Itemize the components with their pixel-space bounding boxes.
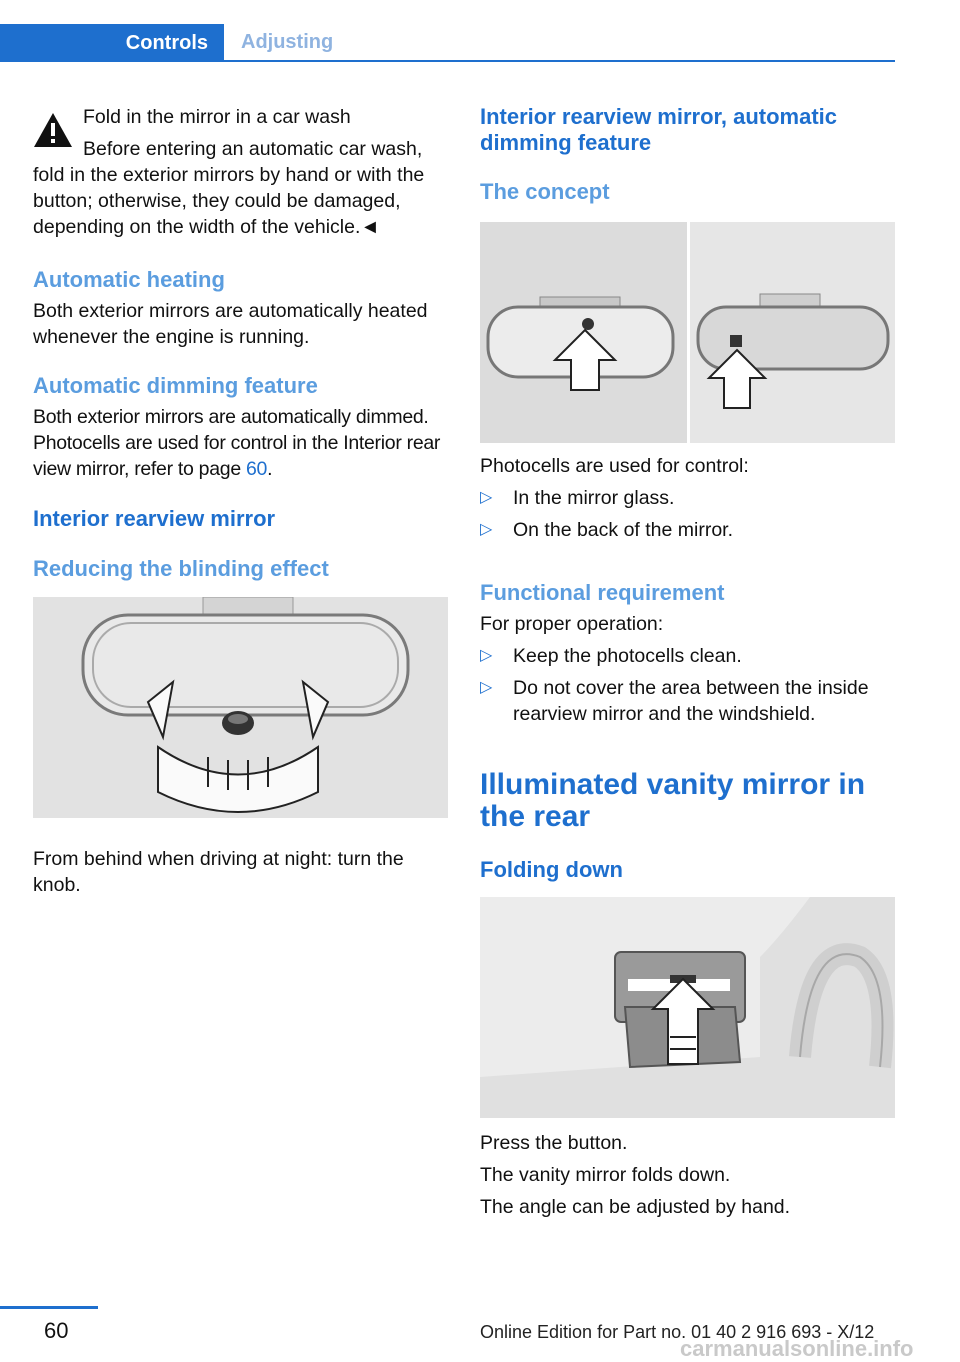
warning-text: fold in the exterior mirrors by hand or with the button; otherwise, they could be damaged, depending on the width of the vehicle.◄: [33, 164, 425, 238]
left-column: [33, 100, 448, 898]
figure-mirror-knob: [33, 597, 448, 818]
text-mirror-folds: The vanity mirror folds down.: [480, 1164, 731, 1186]
text-automatic-dimming: [33, 404, 448, 482]
footer-rule: [0, 1306, 98, 1309]
requirement-list: [480, 643, 895, 727]
heading-vanity-mirror: Illuminated vanity mirror in the rear: [480, 768, 866, 833]
dimming-text-end: .: [267, 458, 273, 480]
page-link[interactable]: 60: [245, 458, 268, 480]
warning-block: [33, 104, 448, 240]
list-item: ▷ Do not cover the area between the inside rearview mirror and the windshield.: [480, 677, 869, 725]
tab-controls[interactable]: Controls: [0, 24, 224, 62]
list-item: ▷ In the mirror glass.: [480, 487, 675, 509]
watermark: carmanualsonline.info: [680, 1336, 914, 1361]
bullet-icon: ▷: [480, 679, 493, 696]
heading-folding-down: Folding down: [480, 857, 623, 882]
list-item: ▷ Keep the photocells clean.: [480, 645, 742, 667]
heading-auto-dimming-mirror: Interior rearview mirror, automatic dimming feature: [480, 104, 838, 155]
bullet-icon: ▷: [480, 489, 493, 506]
heading-concept: The concept: [480, 179, 610, 204]
list-item: ▷ On the back of the mirror.: [480, 519, 734, 541]
bullet-icon: ▷: [480, 647, 493, 664]
warning-triangle-icon: [33, 112, 73, 148]
text-photocells: Photocells are used for control:: [480, 455, 749, 477]
heading-automatic-dimming: Automatic dimming feature: [33, 373, 318, 398]
figure-vanity-mirror: [480, 897, 895, 1118]
right-column: [480, 100, 895, 1220]
photocell-list: [480, 485, 895, 543]
warning-title: Fold in the mirror in a car wash: [83, 106, 351, 128]
text-turn-knob: From behind when driving at night: turn the knob.: [33, 848, 404, 896]
bullet-icon: ▷: [480, 521, 493, 538]
header-tabs: [0, 24, 895, 62]
heading-automatic-heating: Automatic heating: [33, 267, 225, 292]
text-angle-adjust: The angle can be adjusted by hand.: [480, 1196, 791, 1218]
footer-edition: Online Edition for Part no. 01 40 2 916 693 - X/12: [480, 1322, 875, 1342]
text-automatic-heating: Both exterior mirrors are automatically heated whenever the engine is running.: [33, 300, 428, 348]
dimming-text: Both exterior mirrors are automatically dimmed. Photocells are used for control in the Interior rear view mirror, refer to page: [33, 406, 441, 480]
page-number: 60: [44, 1318, 69, 1343]
tab-adjusting[interactable]: Adjusting: [224, 24, 895, 62]
heading-interior-mirror: Interior rearview mirror: [33, 506, 276, 531]
warning-line2: Before entering an automatic car wash,: [83, 138, 423, 160]
heading-reducing-blinding: Reducing the blinding effect: [33, 556, 329, 581]
heading-functional-requirement: Functional requirement: [480, 580, 725, 605]
text-press-button: Press the button.: [480, 1132, 628, 1154]
figure-photocells: [480, 222, 895, 443]
text-proper-operation: For proper operation:: [480, 613, 664, 635]
